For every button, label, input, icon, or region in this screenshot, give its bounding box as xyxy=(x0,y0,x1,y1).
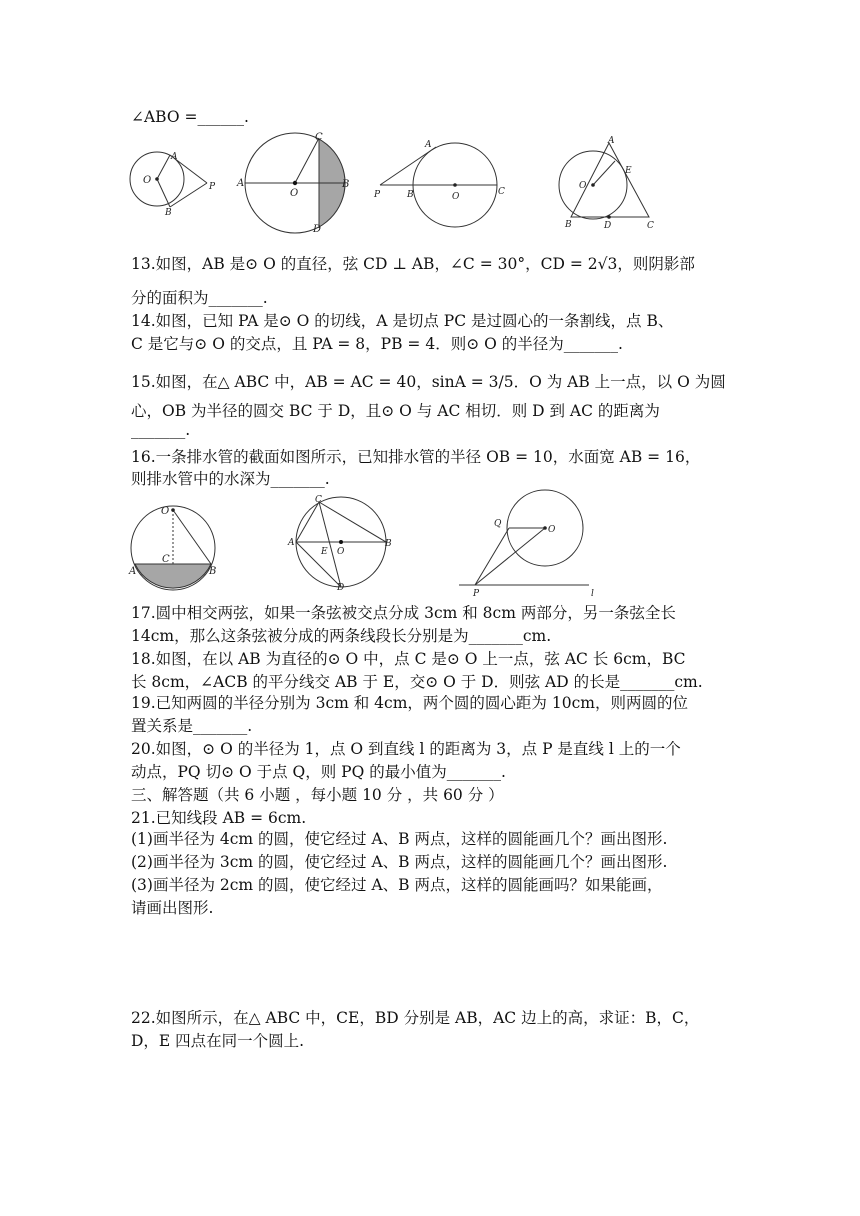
f2-label-C: C xyxy=(315,132,323,143)
q22-line-1: 22.如图所示，在△ ABC 中，CE，BD 分别是 AB，AC 边上的高，求证：B，C， xyxy=(131,1009,700,1027)
q14-line-2: C 是它与⊙ O 的交点，且 PA = 8，PB = 4．则⊙ O 的半径为_______. xyxy=(131,335,623,353)
f4-label-C: C xyxy=(647,221,654,231)
f5-label-B: B xyxy=(209,566,217,577)
q21-part-3-line-2: 请画出图形. xyxy=(131,899,214,917)
section-3-heading: 三、解答题（共 6 小题 ，每小题 10 分 ，共 60 分 ） xyxy=(131,786,504,804)
f3-label-P: P xyxy=(374,190,381,200)
q21-line: 21.已知线段 AB = 6cm. xyxy=(131,809,307,827)
figure-q16-pipe xyxy=(125,496,225,596)
q16-line-2: 则排水管中的水深为_______. xyxy=(131,470,330,488)
f6-label-O: O xyxy=(337,547,345,557)
figure-q20-tangent-line xyxy=(455,488,605,598)
f2-label-O: O xyxy=(290,188,299,199)
f6-label-C: C xyxy=(315,495,322,505)
f6-label-D: D xyxy=(337,583,345,590)
figure-q15-triangle-circle xyxy=(553,133,663,233)
f4-label-E: E xyxy=(625,166,632,176)
f1-label-A: A xyxy=(171,152,178,162)
figure-q13-shaded-segment xyxy=(233,128,363,234)
q12-tail-line: ∠ABO =______. xyxy=(131,108,249,126)
f1-label-O: O xyxy=(143,175,152,186)
q21-part-3-line-1: (3)画半径为 2cm 的圆，使它经过 A、B 两点，这样的圆能画吗？如果能画， xyxy=(131,876,663,894)
f4-label-D: D xyxy=(604,221,612,231)
f6-label-B: B xyxy=(385,539,392,549)
f3-label-C: C xyxy=(498,187,505,197)
f4-label-O: O xyxy=(579,181,587,191)
f5-label-A: A xyxy=(129,566,137,577)
f7-label-O: O xyxy=(548,525,556,535)
q18-line-2: 长 8cm，∠ACB 的平分线交 AB 于 E，交⊙ O 于 D．则弦 AD 的长是_______cm. xyxy=(131,673,703,691)
f3-label-O: O xyxy=(452,192,460,202)
q15-line-2: 心，OB 为半径的圆交 BC 于 D，且⊙ O 与 AC 相切．则 D 到 AC 的距离为 xyxy=(131,402,660,420)
q15-line-1: 15.如图，在△ ABC 中，AB = AC = 40，sinA = 3/5．O 为 AB 上一点，以 O 为圆 xyxy=(131,373,726,391)
q17-line-1: 17.圆中相交两弦，如果一条弦被交点分成 3cm 和 8cm 两部分，另一条弦全长 xyxy=(131,604,676,622)
f7-label-P: P xyxy=(473,589,480,598)
f4-label-A: A xyxy=(608,136,615,146)
f2-label-D: D xyxy=(313,224,322,234)
q21-part-2: (2)画半径为 3cm 的圆，使它经过 A、B 两点，这样的圆能画几个？画出图形. xyxy=(131,853,668,871)
figure-q14-secant xyxy=(370,135,515,230)
q20-line-2: 动点，PQ 切⊙ O 于点 Q，则 PQ 的最小值为_______. xyxy=(131,763,506,781)
f3-label-B: B xyxy=(407,190,414,200)
q13-line-1: 13.如图，AB 是⊙ O 的直径，弦 CD ⊥ AB，∠C = 30°，CD = 2√3，则阴影部 xyxy=(131,255,695,273)
f7-label-l: l xyxy=(591,589,594,598)
q16-line-1: 16.一条排水管的截面如图所示，已知排水管的半径 OB = 10，水面宽 AB = 16， xyxy=(131,448,701,466)
f1-label-P: P xyxy=(209,182,216,192)
f5-label-C: C xyxy=(162,554,170,565)
q17-line-2: 14cm，那么这条弦被分成的两条线段长分别是为_______cm. xyxy=(131,627,552,645)
f6-label-A: A xyxy=(288,538,295,548)
q18-line-1: 18.如图，在以 AB 为直径的⊙ O 中，点 C 是⊙ O 上一点，弦 AC 长 6cm，BC xyxy=(131,650,686,668)
q22-line-2: D，E 四点在同一个圆上. xyxy=(131,1032,305,1050)
f5-label-O: O xyxy=(161,506,170,517)
q13-line-2: 分的面积为_______. xyxy=(131,289,268,307)
f6-label-E: E xyxy=(321,547,328,557)
f2-label-A: A xyxy=(237,178,245,189)
q14-line-1: 14.如图，已知 PA 是⊙ O 的切线，A 是切点 PC 是过圆心的一条割线，点 B、 xyxy=(131,312,674,330)
f1-label-B: B xyxy=(165,208,172,218)
q21-part-1: (1)画半径为 4cm 的圆，使它经过 A、B 两点，这样的圆能画几个？画出图形. xyxy=(131,830,668,848)
figure-q18-bisector xyxy=(285,490,395,590)
q15-line-3: _______. xyxy=(131,421,191,439)
f2-label-B: B xyxy=(342,179,350,190)
f4-label-B: B xyxy=(565,220,572,230)
q19-line-1: 19.已知两圆的半径分别为 3cm 和 4cm，两个圆的圆心距为 10cm，则两圆的位 xyxy=(131,694,688,712)
q19-line-2: 置关系是_______. xyxy=(131,717,253,735)
figure-q12-tangent xyxy=(125,143,220,218)
q20-line-1: 20.如图，⊙ O 的半径为 1，点 O 到直线 l 的距离为 3，点 P 是直线 l 上的一个 xyxy=(131,740,681,758)
f3-label-A: A xyxy=(425,140,432,150)
f7-label-Q: Q xyxy=(494,519,502,529)
